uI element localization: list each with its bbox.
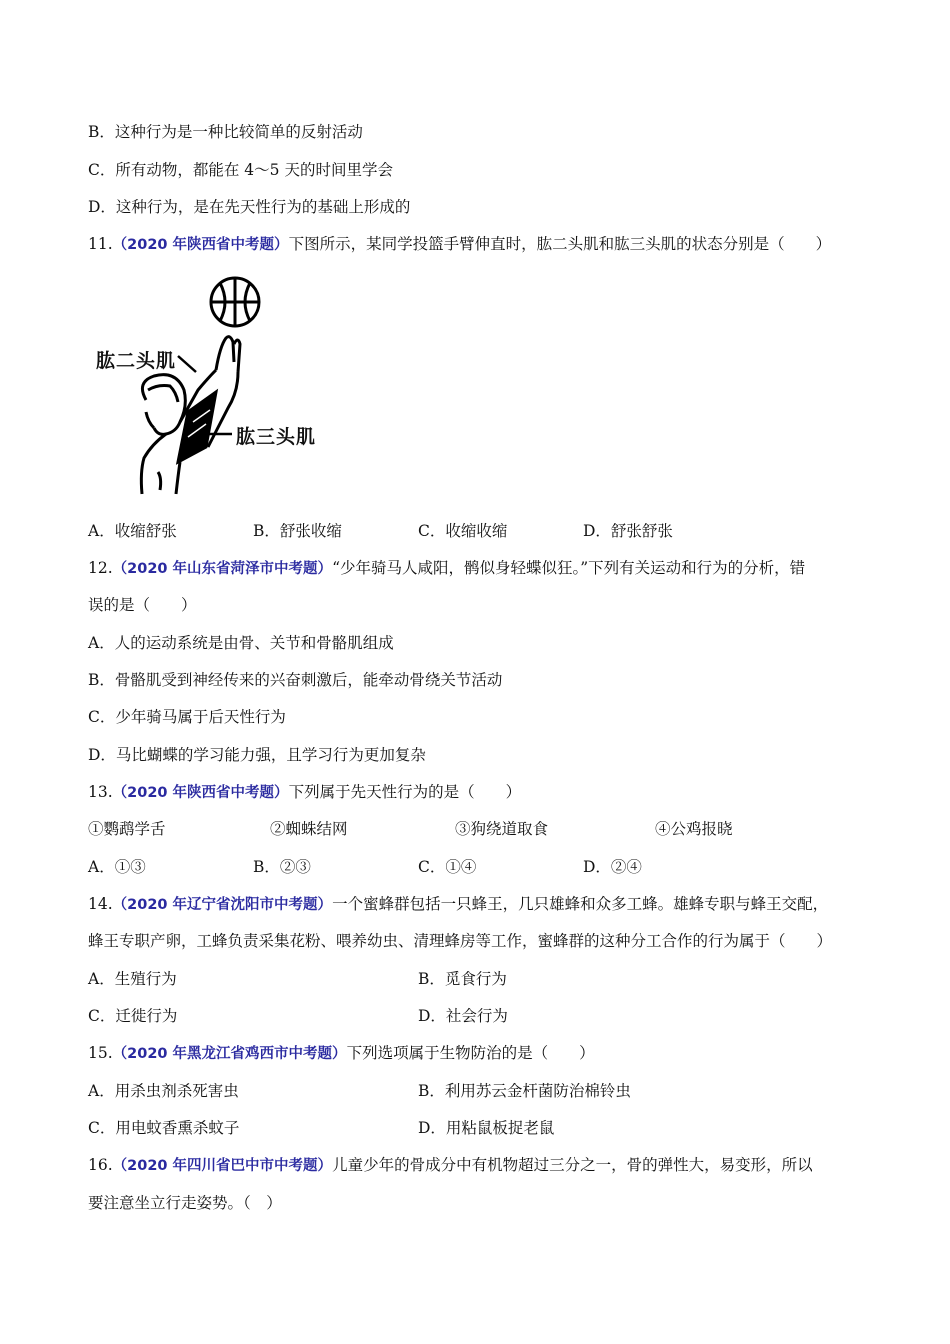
- q12-source: （2020 年山东省菏泽市中考题）: [112, 561, 333, 577]
- q14-text-line1: 一个蜜蜂群包括一只蜂王，几只雄蜂和众多工蜂。雄蜂专职与蜂王交配，: [332, 895, 829, 913]
- triceps-muscle-icon: [178, 392, 216, 462]
- q11-number: 11.: [88, 235, 113, 253]
- q11-option-c: C．收缩收缩: [418, 522, 508, 540]
- q12-number: 12.: [88, 559, 113, 577]
- q15-stem: [88, 1043, 595, 1064]
- q13-stem: [88, 782, 521, 803]
- q16-text-line2: 要注意坐立行走姿势。（ ）: [88, 1194, 282, 1212]
- q11-stem: [88, 234, 831, 255]
- q11-text: 下图所示，某同学投篮手臂伸直时，肱二头肌和肱三头肌的状态分别是（ ）: [288, 235, 832, 253]
- q13-text: 下列属于先天性行为的是（ ）: [288, 783, 522, 801]
- q13-number: 13.: [88, 783, 113, 801]
- q10-option-b: B．这种行为是一种比较简单的反射活动: [88, 123, 363, 141]
- q12-text-line1: “少年骑马人咸阳，鹘似身轻蝶似狂。”下列有关运动和行为的分析，错: [332, 559, 806, 577]
- q13-option-d: D．②④: [583, 858, 642, 876]
- q14-number: 14.: [88, 895, 113, 913]
- q11-option-d: D．舒张舒张: [583, 522, 673, 540]
- q16-source: （2020 年四川省巴中市中考题）: [112, 1158, 333, 1174]
- q15-number: 15.: [88, 1044, 113, 1062]
- q11-option-a: A．收缩舒张: [88, 522, 177, 540]
- q15-option-a: A．用杀虫剂杀死害虫: [88, 1082, 239, 1100]
- q12-stem: [88, 558, 805, 579]
- q15-option-d: D．用粘鼠板捉老鼠: [418, 1119, 555, 1137]
- q14-option-a: A．生殖行为: [88, 970, 177, 988]
- q13-item-3: ③狗绕道取食: [455, 820, 549, 838]
- q13-item-2: ②蜘蛛结网: [270, 820, 348, 838]
- q11-option-b: B．舒张收缩: [253, 522, 342, 540]
- q13-item-4: ④公鸡报晓: [655, 820, 733, 838]
- q10-option-d: D．这种行为，是在先天性行为的基础上形成的: [88, 198, 411, 216]
- q13-option-b: B．②③: [253, 858, 311, 876]
- q14-text-line2: 蜂王专职产卵，工蜂负责采集花粉、喂养幼虫、清理蜂房等工作，蜜蜂群的这种分工合作的行为属于（ ）: [88, 932, 833, 950]
- q11-source: （2020 年陕西省中考题）: [112, 237, 289, 253]
- q14-stem: [88, 894, 828, 915]
- head-icon: [142, 375, 185, 435]
- q15-option-b: B．利用苏云金杆菌防治棉铃虫: [418, 1082, 631, 1100]
- body-icon: [141, 434, 180, 494]
- q12-option-b: B．骨骼肌受到神经传来的兴奋刺激后，能牵动骨绕关节活动: [88, 671, 503, 689]
- q12-option-a: A．人的运动系统是由骨、关节和骨骼肌组成: [88, 634, 394, 652]
- q16-stem: [88, 1155, 813, 1176]
- q16-text-line1: 儿童少年的骨成分中有机物超过三分之一，骨的弹性大，易变形，所以: [332, 1156, 813, 1174]
- q13-source: （2020 年陕西省中考题）: [112, 785, 289, 801]
- triceps-label: 肱三头肌: [236, 426, 317, 448]
- basketball-player-illustration: [88, 272, 348, 498]
- q14-option-d: D．社会行为: [418, 1007, 508, 1025]
- q14-option-c: C．迁徙行为: [88, 1007, 178, 1025]
- q13-option-c: C．①④: [418, 858, 477, 876]
- q12-text-line2: 误的是（ ）: [88, 596, 197, 614]
- biceps-label: 肱二头肌: [96, 350, 177, 372]
- q12-option-d: D．马比蝴蝶的学习能力强，且学习行为更加复杂: [88, 746, 426, 764]
- q15-text: 下列选项属于生物防治的是（ ）: [346, 1044, 595, 1062]
- basketball-icon: [211, 278, 259, 326]
- q15-source: （2020 年黑龙江省鸡西市中考题）: [112, 1046, 347, 1062]
- q13-item-1: ①鹦鹉学舌: [88, 820, 166, 838]
- q14-source: （2020 年辽宁省沈阳市中考题）: [112, 897, 333, 913]
- q13-option-a: A．①③: [88, 858, 146, 876]
- q15-option-c: C．用电蚊香熏杀蚊子: [88, 1119, 240, 1137]
- q10-option-c: C．所有动物，都能在 4～5 天的时间里学会: [88, 161, 393, 179]
- q14-option-b: B．觅食行为: [418, 970, 507, 988]
- q12-option-c: C．少年骑马属于后天性行为: [88, 708, 286, 726]
- q11-figure-basketball-arm: [88, 272, 348, 498]
- biceps-leader-line: [178, 356, 196, 372]
- q16-number: 16.: [88, 1156, 113, 1174]
